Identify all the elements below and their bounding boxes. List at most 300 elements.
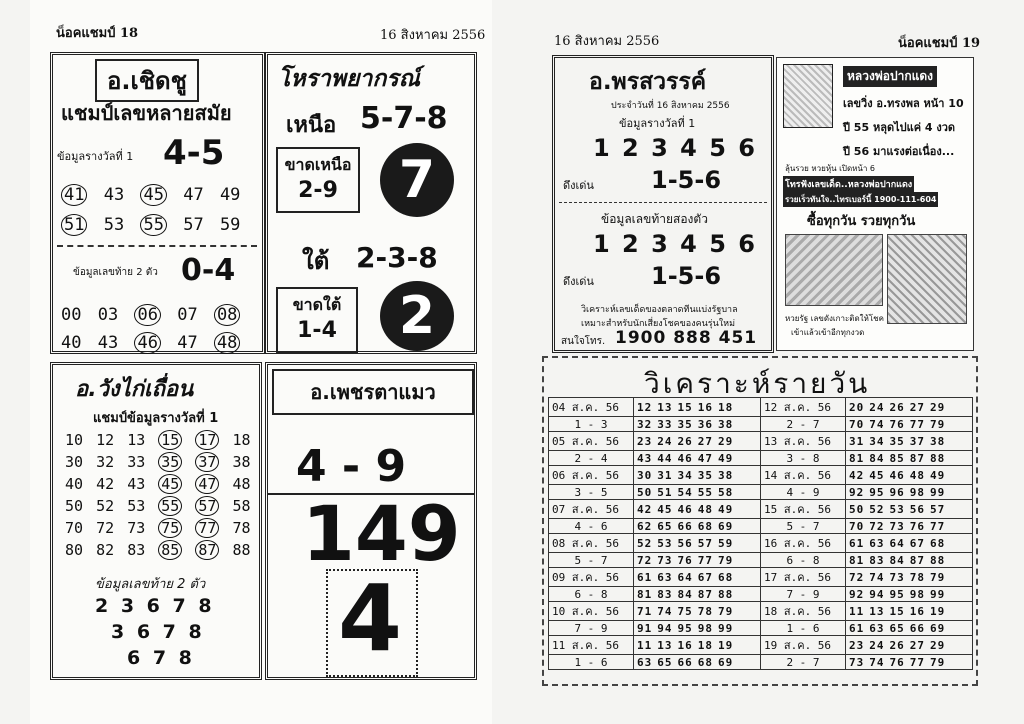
analysis-num: 84 [889, 553, 905, 567]
analysis-numbers [634, 500, 761, 519]
wang-num: 33 [127, 453, 146, 471]
analysis-num: 27 [697, 434, 713, 448]
analysis-num: 56 [677, 536, 693, 550]
hora-south-missing-label: ขาดใต้ [292, 295, 342, 314]
analysis-numbers [846, 553, 973, 568]
analysis-num: 74 [869, 417, 885, 431]
analysis-num: 63 [869, 621, 885, 635]
pornsawan-hot-value: 1-5-6 [651, 166, 722, 194]
ad-box [776, 57, 974, 351]
analysis-num: 94 [869, 587, 885, 601]
ad-line7: ซื้อทุกวัน รวยทุกวัน [807, 214, 916, 229]
analysis-pair: 6 - 8 [761, 553, 846, 568]
analysis-num: 12 [637, 400, 653, 414]
cherd-num: 53 [103, 215, 125, 235]
analysis-num: 13 [657, 638, 673, 652]
cherd-two-label: ข้อมูลเลขท้าย 2 ตัว [73, 267, 158, 278]
cherd-num: 40 [61, 333, 82, 353]
analysis-num: 88 [718, 587, 734, 601]
analysis-row [549, 451, 973, 466]
pornsawan-divider [559, 202, 767, 203]
analysis-pair: 3 - 8 [761, 451, 846, 466]
analysis-num: 67 [697, 570, 713, 584]
wang-num: 47 [195, 474, 219, 494]
wang-num: 87 [195, 540, 219, 560]
wang-num: 78 [232, 519, 251, 537]
cherd-divider [57, 245, 257, 247]
cherd-title: อ.เชิดชู [95, 59, 199, 102]
analysis-numbers [634, 519, 761, 534]
analysis-num: 13 [869, 604, 885, 618]
analysis-row [549, 602, 973, 621]
analysis-num: 94 [657, 621, 673, 635]
hora-north-missing-box [276, 147, 360, 213]
analysis-pair: 5 - 7 [549, 553, 634, 568]
ad-line4: ลุ้นรวย หวยหุ้น เปิดหน้า 6 [785, 164, 876, 173]
wang-num: 37 [195, 452, 219, 472]
analysis-numbers [634, 568, 761, 587]
left-page-number: น็อคแชมป์ 18 [56, 26, 139, 41]
wang-num: 10 [65, 431, 84, 449]
hora-title: โหราพยากรณ์ [278, 66, 420, 92]
analysis-num: 92 [849, 587, 865, 601]
ad-image-left [785, 234, 883, 306]
analysis-num: 32 [637, 417, 653, 431]
wang-num: 53 [127, 497, 146, 515]
analysis-pair: 6 - 8 [549, 587, 634, 602]
analysis-numbers [846, 621, 973, 636]
pornsawan-first-label: ข้อมูลรางวัลที่ 1 [619, 117, 696, 130]
analysis-num: 26 [889, 638, 905, 652]
analysis-pair: 5 - 7 [761, 519, 846, 534]
analysis-num: 24 [657, 434, 673, 448]
analysis-num: 98 [909, 587, 925, 601]
analysis-num: 33 [657, 417, 673, 431]
wang-row [65, 475, 251, 493]
analysis-num: 26 [889, 400, 905, 414]
analysis-num: 74 [869, 655, 885, 669]
wang-num: 57 [195, 496, 219, 516]
hora-north-value: 5-7-8 [360, 101, 448, 136]
wang-num: 43 [127, 475, 146, 493]
analysis-numbers [634, 553, 761, 568]
analysis-numbers [846, 636, 973, 655]
analysis-num: 46 [677, 502, 693, 516]
analysis-num: 92 [849, 485, 865, 499]
analysis-num: 99 [718, 621, 734, 635]
analysis-num: 29 [930, 638, 946, 652]
analysis-num: 46 [677, 451, 693, 465]
analysis-num: 13 [657, 400, 673, 414]
cherd-num: 47 [183, 185, 204, 205]
analysis-numbers [846, 519, 973, 534]
cherd-row4 [61, 333, 240, 353]
pornsawan-two-label: ข้อมูลเลขท้ายสองตัว [601, 212, 708, 226]
analysis-row [549, 636, 973, 655]
analysis-num: 48 [909, 468, 925, 482]
analysis-numbers [634, 466, 761, 485]
analysis-pair: 1 - 3 [549, 417, 634, 432]
analysis-date: 07 ส.ค. 56 [549, 500, 634, 519]
hora-north-label: เหนือ [286, 113, 337, 138]
wang-num: 82 [96, 541, 115, 559]
analysis-numbers [846, 655, 973, 670]
analysis-num: 31 [849, 434, 865, 448]
analysis-num: 50 [637, 485, 653, 499]
analysis-num: 73 [657, 553, 673, 567]
pornsawan-two-digits: 1 2 3 4 5 6 [593, 230, 755, 258]
hora-south-missing-box [276, 287, 358, 353]
analysis-num: 81 [637, 587, 653, 601]
analysis-num: 87 [697, 587, 713, 601]
analysis-num: 96 [889, 485, 905, 499]
analysis-num: 18 [718, 400, 734, 414]
hora-north-circle: 7 [380, 143, 454, 217]
analysis-num: 15 [889, 604, 905, 618]
analysis-num: 76 [889, 655, 905, 669]
analysis-num: 65 [889, 621, 905, 635]
analysis-numbers [634, 636, 761, 655]
wang-num: 18 [232, 431, 251, 449]
pornsawan-hot-value2: 1-5-6 [651, 262, 722, 290]
analysis-pair: 3 - 5 [549, 485, 634, 500]
analysis-num: 68 [697, 519, 713, 533]
wang-num: 70 [65, 519, 84, 537]
analysis-numbers [846, 500, 973, 519]
cherd-data-value: 4-5 [163, 133, 225, 173]
analysis-pair: 4 - 6 [549, 519, 634, 534]
analysis-date: 15 ส.ค. 56 [761, 500, 846, 519]
analysis-num: 72 [869, 519, 885, 533]
wang-num: 80 [65, 541, 84, 559]
analysis-num: 72 [849, 570, 865, 584]
phet-pair: 4 - 9 [296, 441, 407, 492]
analysis-num: 77 [697, 553, 713, 567]
analysis-num: 70 [849, 519, 865, 533]
pornsawan-note1: วิเคราะห์เลขเด็ดของตลาดทีนแบ่งรัฐบาล [581, 305, 738, 315]
analysis-num: 63 [657, 570, 673, 584]
analysis-date: 05 ส.ค. 56 [549, 432, 634, 451]
cherd-row3 [61, 305, 240, 325]
wang-set3: 6 7 8 [127, 647, 192, 669]
analysis-num: 20 [849, 400, 865, 414]
analysis-row [549, 485, 973, 500]
analysis-num: 64 [889, 536, 905, 550]
analysis-num: 15 [677, 400, 693, 414]
analysis-num: 51 [657, 485, 673, 499]
analysis-num: 11 [849, 604, 865, 618]
analysis-num: 49 [718, 451, 734, 465]
analysis-num: 91 [637, 621, 653, 635]
analysis-num: 16 [697, 400, 713, 414]
analysis-num: 57 [930, 502, 946, 516]
ad-thumbnail [783, 64, 833, 128]
analysis-date: 17 ส.ค. 56 [761, 568, 846, 587]
analysis-num: 68 [930, 536, 946, 550]
wang-num: 50 [65, 497, 84, 515]
pornsawan-date: ประจำวันที่ 16 สิงหาคม 2556 [611, 101, 730, 111]
wang-row [65, 497, 251, 515]
pornsawan-hot-label2: ดึงเด่น [563, 275, 594, 288]
analysis-num: 84 [869, 451, 885, 465]
analysis-pair: 2 - 7 [761, 417, 846, 432]
analysis-row [549, 655, 973, 670]
wang-num: 17 [195, 430, 219, 450]
analysis-date: 13 ส.ค. 56 [761, 432, 846, 451]
ad-image-right [887, 234, 967, 324]
wang-row [65, 519, 251, 537]
analysis-num: 79 [930, 417, 946, 431]
cherd-num: 06 [134, 304, 160, 326]
analysis-numbers [846, 602, 973, 621]
analysis-num: 69 [930, 621, 946, 635]
analysis-num: 95 [677, 621, 693, 635]
cherd-box [50, 52, 265, 354]
analysis-num: 44 [657, 451, 673, 465]
analysis-num: 72 [637, 553, 653, 567]
analysis-num: 19 [718, 638, 734, 652]
phet-title: อ.เพชรตาแมว [272, 369, 474, 415]
analysis-num: 71 [637, 604, 653, 618]
analysis-numbers [634, 398, 761, 417]
analysis-num: 45 [657, 502, 673, 516]
cherd-num: 00 [61, 305, 82, 325]
analysis-numbers [634, 534, 761, 553]
analysis-num: 79 [930, 570, 946, 584]
cherd-num: 45 [140, 184, 166, 206]
analysis-numbers [846, 568, 973, 587]
pornsawan-box [552, 55, 774, 353]
analysis-numbers [634, 451, 761, 466]
analysis-num: 77 [909, 417, 925, 431]
analysis-num: 81 [849, 451, 865, 465]
analysis-numbers [634, 485, 761, 500]
analysis-num: 79 [718, 553, 734, 567]
ad-line5: โทรฟังเลขเด็ด..หลวงพ่อปากแดง [783, 176, 914, 192]
analysis-num: 49 [930, 468, 946, 482]
analysis-num: 63 [869, 536, 885, 550]
ad-line2: ปี 55 หลุดไปแค่ 4 งวด [843, 121, 956, 134]
analysis-num: 61 [637, 570, 653, 584]
analysis-num: 65 [657, 519, 673, 533]
analysis-pair: 4 - 9 [761, 485, 846, 500]
analysis-num: 36 [697, 417, 713, 431]
wang-num: 13 [127, 431, 146, 449]
analysis-date: 18 ส.ค. 56 [761, 602, 846, 621]
phet-box [265, 362, 477, 680]
wang-subtitle: แชมป์ข้อมูลรางวัลที่ 1 [93, 411, 219, 426]
analysis-num: 99 [930, 485, 946, 499]
analysis-row [549, 519, 973, 534]
analysis-num: 45 [869, 468, 885, 482]
cherd-row1 [61, 185, 240, 205]
wang-box [50, 362, 262, 680]
analysis-numbers [846, 587, 973, 602]
pornsawan-first-digits: 1 2 3 4 5 6 [593, 134, 755, 162]
analysis-numbers [634, 602, 761, 621]
wang-num: 85 [158, 540, 182, 560]
pornsawan-hot-label: ดึงเด่น [563, 179, 594, 192]
analysis-row [549, 621, 973, 636]
cherd-num: 08 [214, 304, 240, 326]
wang-num: 77 [195, 518, 219, 538]
analysis-num: 18 [697, 638, 713, 652]
analysis-row [549, 534, 973, 553]
analysis-num: 79 [930, 655, 946, 669]
analysis-date: 04 ส.ค. 56 [549, 398, 634, 417]
analysis-date: 14 ส.ค. 56 [761, 466, 846, 485]
wang-num: 72 [96, 519, 115, 537]
analysis-num: 76 [889, 417, 905, 431]
analysis-num: 30 [637, 468, 653, 482]
phet-single: 4 [338, 565, 403, 672]
analysis-num: 64 [677, 570, 693, 584]
wang-num: 12 [96, 431, 115, 449]
wang-num: 83 [127, 541, 146, 559]
cherd-num: 43 [97, 333, 119, 353]
analysis-num: 99 [930, 587, 946, 601]
cherd-num: 03 [97, 305, 119, 325]
wang-num: 42 [96, 475, 115, 493]
pornsawan-note2: เหมาะสำหรับนักเสี่ยงโชคของคนรุ่นใหม่ [581, 319, 736, 329]
analysis-num: 11 [637, 638, 653, 652]
right-page-number: น็อคแชมป์ 19 [898, 36, 981, 51]
cherd-row2 [61, 215, 240, 235]
cherd-data-label: ข้อมูลรางวัลที่ 1 [57, 150, 134, 163]
analysis-num: 37 [909, 434, 925, 448]
analysis-date: 08 ส.ค. 56 [549, 534, 634, 553]
analysis-num: 66 [677, 655, 693, 669]
analysis-date: 19 ส.ค. 56 [761, 636, 846, 655]
analysis-num: 29 [930, 400, 946, 414]
analysis-pair: 7 - 9 [761, 587, 846, 602]
ad-line3: ปี 56 มาแรงต่อเนื่อง... [843, 145, 955, 158]
cherd-num: 57 [183, 215, 204, 235]
wang-num: 58 [232, 497, 251, 515]
analysis-num: 49 [718, 502, 734, 516]
analysis-num: 65 [657, 655, 673, 669]
analysis-num: 48 [697, 502, 713, 516]
hora-box [265, 52, 477, 354]
analysis-num: 76 [909, 519, 925, 533]
analysis-row [549, 568, 973, 587]
analysis-num: 67 [909, 536, 925, 550]
analysis-num: 16 [677, 638, 693, 652]
ad-brand: หลวงพ่อปากแดง [843, 66, 937, 87]
analysis-num: 35 [697, 468, 713, 482]
analysis-title: วิเคราะห์รายวัน [644, 367, 871, 400]
analysis-num: 83 [657, 587, 673, 601]
analysis-table [548, 397, 973, 670]
analysis-row [549, 432, 973, 451]
analysis-num: 58 [718, 485, 734, 499]
analysis-row [549, 587, 973, 602]
analysis-pair: 2 - 4 [549, 451, 634, 466]
analysis-num: 47 [697, 451, 713, 465]
analysis-num: 57 [697, 536, 713, 550]
analysis-numbers [634, 655, 761, 670]
analysis-date: 16 ส.ค. 56 [761, 534, 846, 553]
wang-num: 52 [96, 497, 115, 515]
wang-num: 40 [65, 475, 84, 493]
analysis-num: 43 [637, 451, 653, 465]
analysis-num: 62 [637, 519, 653, 533]
analysis-num: 53 [889, 502, 905, 516]
analysis-numbers [846, 451, 973, 466]
analysis-num: 24 [869, 400, 885, 414]
ad-line6: รวยเร็วทันใจ..ไทรเบอร์นี้ 1900-111-604 [783, 192, 938, 207]
analysis-row [549, 466, 973, 485]
analysis-num: 54 [677, 485, 693, 499]
wang-num: 35 [158, 452, 182, 472]
ad-line1: เลขวิ่ง อ.ทรงพล หน้า 10 [843, 97, 964, 110]
wang-num: 73 [127, 519, 146, 537]
analysis-num: 61 [849, 536, 865, 550]
cherd-num: 46 [134, 332, 160, 354]
ad-line9: เข้าแล้วเข้าอีกทุกงวด [791, 328, 865, 337]
analysis-num: 95 [889, 587, 905, 601]
cherd-num: 51 [61, 214, 87, 236]
analysis-date: 06 ส.ค. 56 [549, 466, 634, 485]
analysis-num: 79 [718, 604, 734, 618]
analysis-num: 29 [718, 434, 734, 448]
analysis-num: 73 [849, 655, 865, 669]
cherd-num: 55 [140, 214, 166, 236]
analysis-num: 73 [889, 519, 905, 533]
analysis-num: 74 [869, 570, 885, 584]
analysis-numbers [634, 432, 761, 451]
wang-row [65, 431, 251, 449]
analysis-num: 76 [677, 553, 693, 567]
analysis-num: 34 [869, 434, 885, 448]
analysis-num: 27 [909, 638, 925, 652]
analysis-num: 19 [930, 604, 946, 618]
analysis-num: 35 [889, 434, 905, 448]
hora-north-missing-value: 2-9 [298, 178, 338, 203]
analysis-num: 74 [657, 604, 673, 618]
analysis-num: 52 [869, 502, 885, 516]
wang-row [65, 453, 251, 471]
analysis-numbers [634, 587, 761, 602]
analysis-date: 11 ส.ค. 56 [549, 636, 634, 655]
analysis-date: 10 ส.ค. 56 [549, 602, 634, 621]
analysis-row [549, 398, 973, 417]
wang-num: 32 [96, 453, 115, 471]
analysis-row [549, 553, 973, 568]
analysis-num: 16 [909, 604, 925, 618]
cherd-num: 07 [177, 305, 198, 325]
analysis-num: 69 [718, 655, 734, 669]
analysis-num: 38 [718, 468, 734, 482]
analysis-numbers [846, 534, 973, 553]
wang-title: อ.วังไก่เถื่อน [75, 377, 194, 402]
analysis-num: 46 [889, 468, 905, 482]
analysis-pair: 1 - 6 [761, 621, 846, 636]
analysis-num: 88 [930, 553, 946, 567]
cherd-num: 43 [103, 185, 125, 205]
analysis-row [549, 417, 973, 432]
cherd-num: 49 [219, 185, 241, 205]
analysis-num: 88 [930, 451, 946, 465]
analysis-num: 81 [849, 553, 865, 567]
analysis-num: 63 [637, 655, 653, 669]
analysis-date: 09 ส.ค. 56 [549, 568, 634, 587]
hora-south-circle: 2 [380, 281, 454, 351]
analysis-date: 12 ส.ค. 56 [761, 398, 846, 417]
wang-num: 88 [232, 541, 251, 559]
wang-row [65, 541, 251, 559]
cherd-num: 59 [219, 215, 241, 235]
